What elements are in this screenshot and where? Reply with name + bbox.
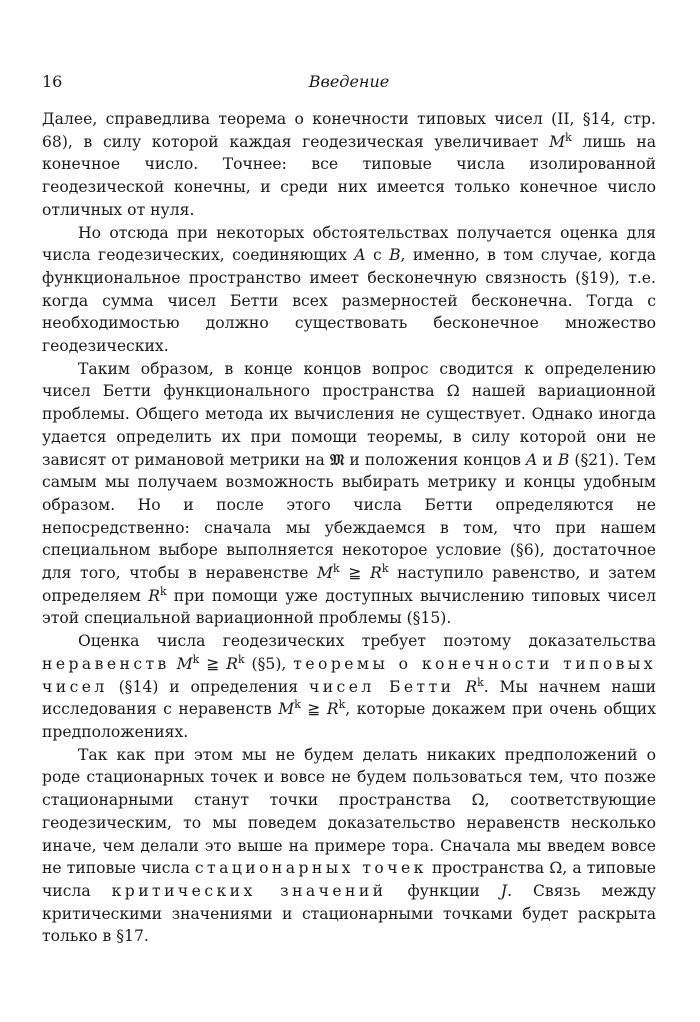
- text-run: , которые докажем при очень общих предположениях.: [42, 700, 656, 741]
- text-run: Оценка числа геодезических требует поэтому доказательства: [78, 632, 656, 651]
- math-symbol: M: [549, 132, 566, 151]
- math-symbol: B: [389, 246, 401, 265]
- math-symbol: R: [226, 654, 238, 673]
- text-run: пространства Ω, а типовые числа: [42, 859, 656, 900]
- math-symbol: M: [317, 564, 333, 583]
- text-run: функции: [386, 881, 501, 900]
- superscript: k: [333, 562, 340, 576]
- spaced-emphasis: теоремы о конечности типовых чисел: [42, 654, 656, 696]
- text-run: при помощи уже доступных вычислению типовых чисел этой специальной вариационной проблемы (§15).: [42, 586, 656, 628]
- superscript: k: [338, 698, 346, 712]
- text-run: (§21). Тем самым мы получаем возможность выбирать метрику и концы удобным образом. Но и после этого числа Бетти определяются не непосредственно: сначала мы убеждаемся в том, что при нашем специальном выборе выполняется некоторое условие (§6), достаточное для того, чтобы в неравенстве: [42, 450, 656, 583]
- paragraph: [42, 630, 656, 744]
- math-symbol: B: [557, 450, 570, 469]
- spaced-emphasis: чисел Бетти: [308, 677, 455, 696]
- text-run: и положения концов: [344, 450, 527, 469]
- superscript: k: [237, 652, 245, 666]
- math-symbol: M: [176, 654, 193, 673]
- text-run: лишь на конечное число. Точнее: все типовые числа изолированной геодезической конечны, и среди них имеется только конечное число отличных от нуля.: [42, 132, 657, 219]
- superscript: k: [192, 652, 200, 666]
- text-run: с: [365, 246, 390, 265]
- text-run: 𝔐: [329, 449, 345, 469]
- text-run: [170, 655, 177, 673]
- math-symbol: J: [500, 881, 508, 900]
- text-run: Таким образом, в конце концов вопрос сводится к определению чисел Бетти функционального пространства Ω нашей вариационной проблемы. Общего метода их вычисления не существует. Однако иногда удается определить их при помощи теоремы, в силу которой они не зависят от римановой метрики на: [42, 359, 656, 469]
- paragraph: [42, 222, 656, 358]
- math-symbol: M: [278, 700, 295, 719]
- page-header: [42, 72, 656, 94]
- text-run: . Связь между критическими значениями и стационарными точками будет раскрыта только в §17.: [42, 881, 656, 946]
- superscript: k: [159, 584, 167, 598]
- spaced-emphasis: неравенств: [42, 654, 170, 673]
- paragraph: [42, 744, 656, 948]
- math-symbol: R: [326, 700, 339, 719]
- text-run: Но отсюда при некоторых обстоятельствах получается оценка для числа геодезических, соединяющих: [42, 223, 656, 265]
- text-run: и: [537, 450, 558, 469]
- math-symbol: A: [354, 246, 366, 265]
- text-run: Далее, справедлива теорема о конечности типовых чисел (II, §14, стр. 68), в силу которой каждая геодезическая увеличивает: [42, 110, 656, 151]
- paragraph: [42, 108, 656, 222]
- paragraph: [42, 358, 656, 630]
- superscript: k: [381, 562, 389, 576]
- page-number: 16: [42, 72, 63, 91]
- text-run: наступило равенство, и затем определяем: [42, 564, 656, 605]
- spaced-emphasis: стационарных точек: [194, 859, 427, 878]
- text-run: [455, 678, 466, 696]
- spaced-emphasis: критических значений: [111, 881, 387, 900]
- text-run: (§5),: [244, 654, 294, 673]
- text-run: ≧: [199, 654, 227, 673]
- body-text: [42, 108, 656, 948]
- text-run: . Мы начнем наши исследования с неравенств: [42, 677, 656, 719]
- book-page: [42, 72, 656, 948]
- superscript: k: [477, 675, 484, 689]
- math-symbol: R: [465, 677, 478, 696]
- text-run: (§14) и определения: [107, 677, 309, 696]
- math-symbol: R: [148, 586, 160, 605]
- math-symbol: A: [526, 450, 538, 469]
- text-run: , именно, в том случае, когда функциональное пространство имеет бесконечную связность (§19), т.е. когда сумма чисел Бетти всех размерностей бесконечна. Тогда с необходимостью должно существовать бесконечное множество геодезических.: [42, 246, 656, 356]
- superscript: k: [565, 130, 572, 144]
- running-title: Введение: [308, 72, 390, 91]
- math-symbol: R: [370, 564, 382, 583]
- superscript: k: [294, 698, 301, 712]
- text-run: Так как при этом мы не будем делать никаких предположений о роде стационарных точек и вовсе не будем пользоваться тем, что позже стационарными станут точки пространства Ω, соответствующие геодезическим, то мы поведем доказательство неравенств несколько иначе, чем делали это выше на примере тора. Сначала мы введем вовсе не типовые числа: [42, 745, 656, 878]
- text-run: ≧: [339, 564, 371, 583]
- text-run: ≧: [300, 700, 327, 719]
